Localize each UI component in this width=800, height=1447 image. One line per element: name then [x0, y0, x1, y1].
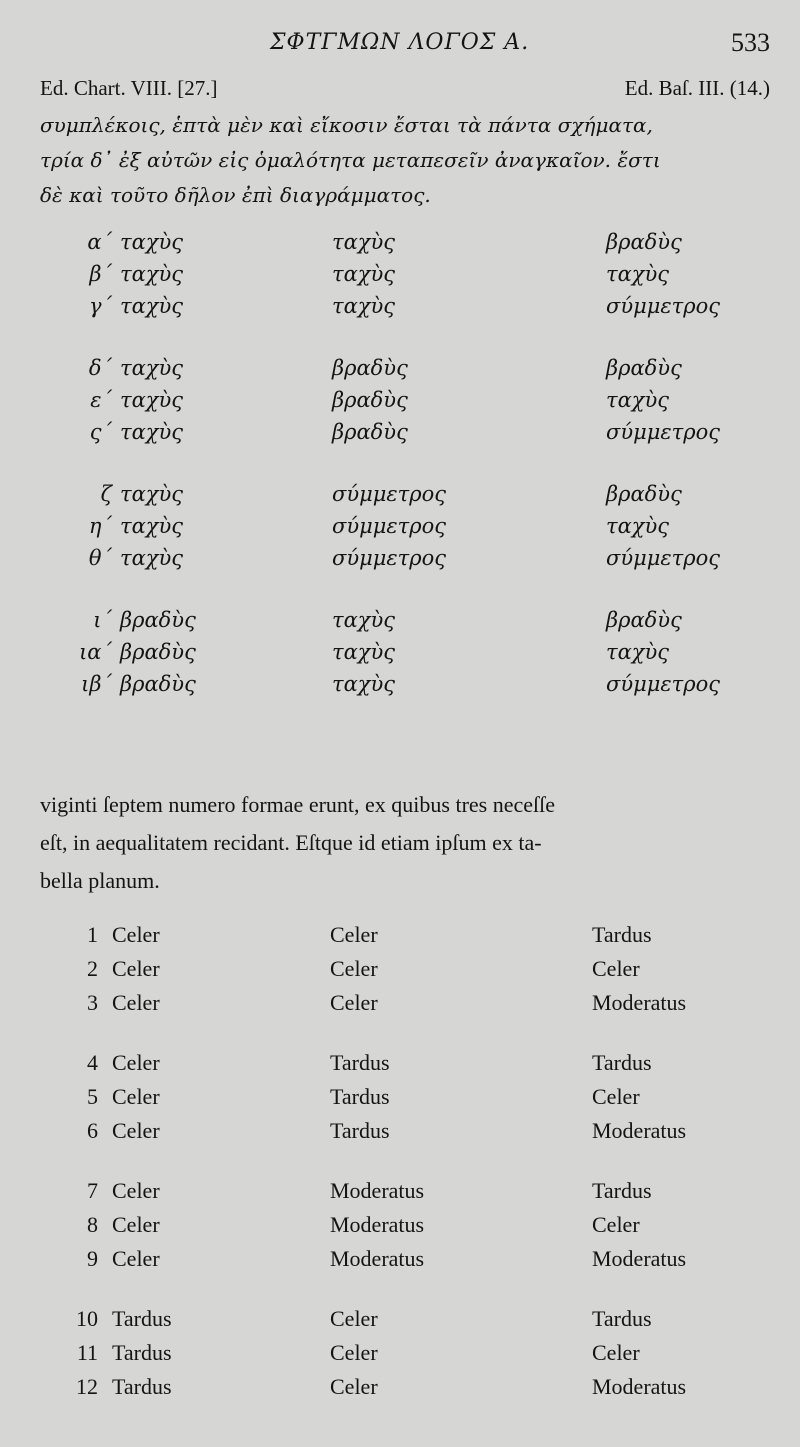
cell-third: Tardus: [592, 1306, 652, 1331]
latin-line: viginti ſeptem numero formae erunt, ex quibus tres neceſſe: [40, 792, 556, 817]
cell-third: Moderatus: [592, 1374, 687, 1399]
table-row: [0, 922, 800, 956]
cell-second: βραδὺς: [332, 420, 408, 444]
cell-second: σύμμετρος: [332, 482, 447, 506]
group-spacer: [0, 1152, 800, 1178]
table-row: [0, 1084, 800, 1118]
cell-third: Celer: [592, 1084, 640, 1109]
table-row: [0, 1178, 800, 1212]
cell-first: Celer: [112, 956, 160, 981]
row-number: β´: [89, 262, 112, 286]
page-number: 533: [731, 28, 770, 57]
cell-first: Celer: [112, 1246, 160, 1271]
row-number: θ´: [88, 546, 112, 570]
cell-first: ταχὺς: [120, 388, 184, 412]
table-row: [0, 990, 800, 1024]
cell-second: Tardus: [330, 1084, 390, 1109]
table-row: [0, 546, 800, 578]
row-number: η´: [88, 514, 112, 538]
row-number: α´: [87, 230, 112, 254]
cell-third: βραδὺς: [606, 608, 682, 632]
cell-third: Celer: [592, 1212, 640, 1237]
table-row: [0, 672, 800, 704]
table-row: [0, 262, 800, 294]
cell-third: ταχὺς: [606, 262, 670, 286]
row-number: ιβ´: [81, 672, 112, 696]
cell-second: ταχὺς: [332, 262, 396, 286]
cell-third: Celer: [592, 956, 640, 981]
cell-first: βραδὺς: [120, 608, 196, 632]
cell-first: ταχὺς: [120, 356, 184, 380]
table-row: [0, 388, 800, 420]
group-spacer: [0, 578, 800, 608]
row-number: 7: [87, 1178, 98, 1203]
row-number: 5: [87, 1084, 98, 1109]
cell-first: Celer: [112, 1178, 160, 1203]
cell-second: Celer: [330, 990, 378, 1015]
cell-first: Tardus: [112, 1374, 172, 1399]
cell-third: σύμμετρος: [606, 546, 721, 570]
cell-second: Celer: [330, 1340, 378, 1365]
cell-first: Tardus: [112, 1306, 172, 1331]
row-number: 11: [76, 1340, 98, 1365]
cell-second: ταχὺς: [332, 672, 396, 696]
cell-second: σύμμετρος: [332, 514, 447, 538]
cell-second: βραδὺς: [332, 356, 408, 380]
cell-first: Celer: [112, 1118, 160, 1143]
cell-first: Celer: [112, 1212, 160, 1237]
group-spacer: [0, 1280, 800, 1306]
cell-first: ταχὺς: [120, 230, 184, 254]
cell-second: Tardus: [330, 1118, 390, 1143]
row-number: 8: [87, 1212, 98, 1237]
row-number: γ´: [88, 294, 112, 318]
cell-second: Moderatus: [330, 1212, 425, 1237]
cell-third: Tardus: [592, 1178, 652, 1203]
table-row: [0, 356, 800, 388]
row-number: δ´: [88, 356, 112, 380]
cell-second: ταχὺς: [332, 640, 396, 664]
greek-line: τρία δ᾽ ἐξ αὐτῶν εἰς ὁμαλότητα μεταπεσεῖν ἀναγκαῖον. ἔστι: [40, 148, 661, 172]
row-number: 6: [87, 1118, 98, 1143]
cell-third: Tardus: [592, 922, 652, 947]
cell-third: βραδὺς: [606, 230, 682, 254]
cell-first: ταχὺς: [120, 262, 184, 286]
cell-second: Celer: [330, 1306, 378, 1331]
cell-third: ταχὺς: [606, 388, 670, 412]
running-head: [0, 30, 800, 60]
table-row: [0, 1246, 800, 1280]
table-row: [0, 1374, 800, 1408]
row-number: 10: [76, 1306, 98, 1331]
running-title: ΣΦΤΓΜΩΝ ΛΟΓΟΣ Α.: [270, 30, 530, 55]
cell-third: Celer: [592, 1340, 640, 1365]
cell-second: Celer: [330, 1374, 378, 1399]
cell-second: σύμμετρος: [332, 546, 447, 570]
cell-second: ταχὺς: [332, 608, 396, 632]
row-number: ι´: [93, 608, 112, 632]
cell-second: Celer: [330, 956, 378, 981]
cell-first: Tardus: [112, 1340, 172, 1365]
row-number: 1: [87, 922, 98, 947]
cell-second: ταχὺς: [332, 294, 396, 318]
group-spacer: [0, 1024, 800, 1050]
cell-second: βραδὺς: [332, 388, 408, 412]
cell-first: ταχὺς: [120, 514, 184, 538]
table-row: [0, 608, 800, 640]
cell-second: Moderatus: [330, 1178, 425, 1203]
table-row: [0, 420, 800, 452]
cell-first: ταχὺς: [120, 482, 184, 506]
table-row: [0, 514, 800, 546]
table-row: [0, 1340, 800, 1374]
latin-table: [0, 922, 800, 1408]
cell-first: ταχὺς: [120, 420, 184, 444]
row-number: 12: [76, 1374, 98, 1399]
cell-third: Moderatus: [592, 1118, 687, 1143]
row-number: 2: [87, 956, 98, 981]
edition-references: [40, 76, 770, 104]
cell-first: ταχὺς: [120, 546, 184, 570]
edition-chartier: Ed. Chart. VIII. [27.]: [40, 76, 218, 100]
cell-first: Celer: [112, 1050, 160, 1075]
cell-third: σύμμετρος: [606, 672, 721, 696]
greek-line: συμπλέκοις, ἑπτὰ μὲν καὶ εἴκοσιν ἔσται τὰ πάντα σχήματα,: [40, 113, 653, 137]
row-number: 4: [87, 1050, 98, 1075]
greek-table: [0, 230, 800, 704]
group-spacer: [0, 452, 800, 482]
cell-first: Celer: [112, 990, 160, 1015]
cell-third: Moderatus: [592, 990, 687, 1015]
cell-second: Celer: [330, 922, 378, 947]
row-number: 3: [87, 990, 98, 1015]
greek-line: δὲ καὶ τοῦτο δῆλον ἐπὶ διαγράμματος.: [40, 183, 431, 207]
table-row: [0, 1306, 800, 1340]
table-row: [0, 640, 800, 672]
cell-third: σύμμετρος: [606, 420, 721, 444]
cell-third: Tardus: [592, 1050, 652, 1075]
cell-second: Moderatus: [330, 1246, 425, 1271]
row-number: ια´: [79, 640, 112, 664]
edition-basel: Ed. Baſ. III. (14.): [624, 76, 770, 100]
cell-third: βραδὺς: [606, 356, 682, 380]
latin-line: bella planum.: [40, 868, 160, 893]
row-number: ς´: [89, 420, 112, 444]
table-row: [0, 294, 800, 326]
cell-third: Moderatus: [592, 1246, 687, 1271]
cell-third: ταχὺς: [606, 640, 670, 664]
row-number: ζ: [100, 482, 112, 506]
cell-third: βραδὺς: [606, 482, 682, 506]
latin-line: eſt, in aequalitatem recidant. Eſtque id etiam ipſum ex ta-: [40, 830, 542, 855]
cell-third: σύμμετρος: [606, 294, 721, 318]
cell-first: βραδὺς: [120, 672, 196, 696]
row-number: ε´: [90, 388, 112, 412]
cell-first: βραδὺς: [120, 640, 196, 664]
table-row: [0, 1118, 800, 1152]
group-spacer: [0, 326, 800, 356]
cell-third: ταχὺς: [606, 514, 670, 538]
greek-paragraph: [40, 108, 775, 213]
table-row: [0, 1212, 800, 1246]
table-row: [0, 482, 800, 514]
row-number: 9: [87, 1246, 98, 1271]
cell-first: Celer: [112, 922, 160, 947]
cell-second: Tardus: [330, 1050, 390, 1075]
table-row: [0, 230, 800, 262]
latin-paragraph: [40, 786, 765, 900]
cell-first: ταχὺς: [120, 294, 184, 318]
table-row: [0, 1050, 800, 1084]
cell-second: ταχὺς: [332, 230, 396, 254]
table-row: [0, 956, 800, 990]
cell-first: Celer: [112, 1084, 160, 1109]
